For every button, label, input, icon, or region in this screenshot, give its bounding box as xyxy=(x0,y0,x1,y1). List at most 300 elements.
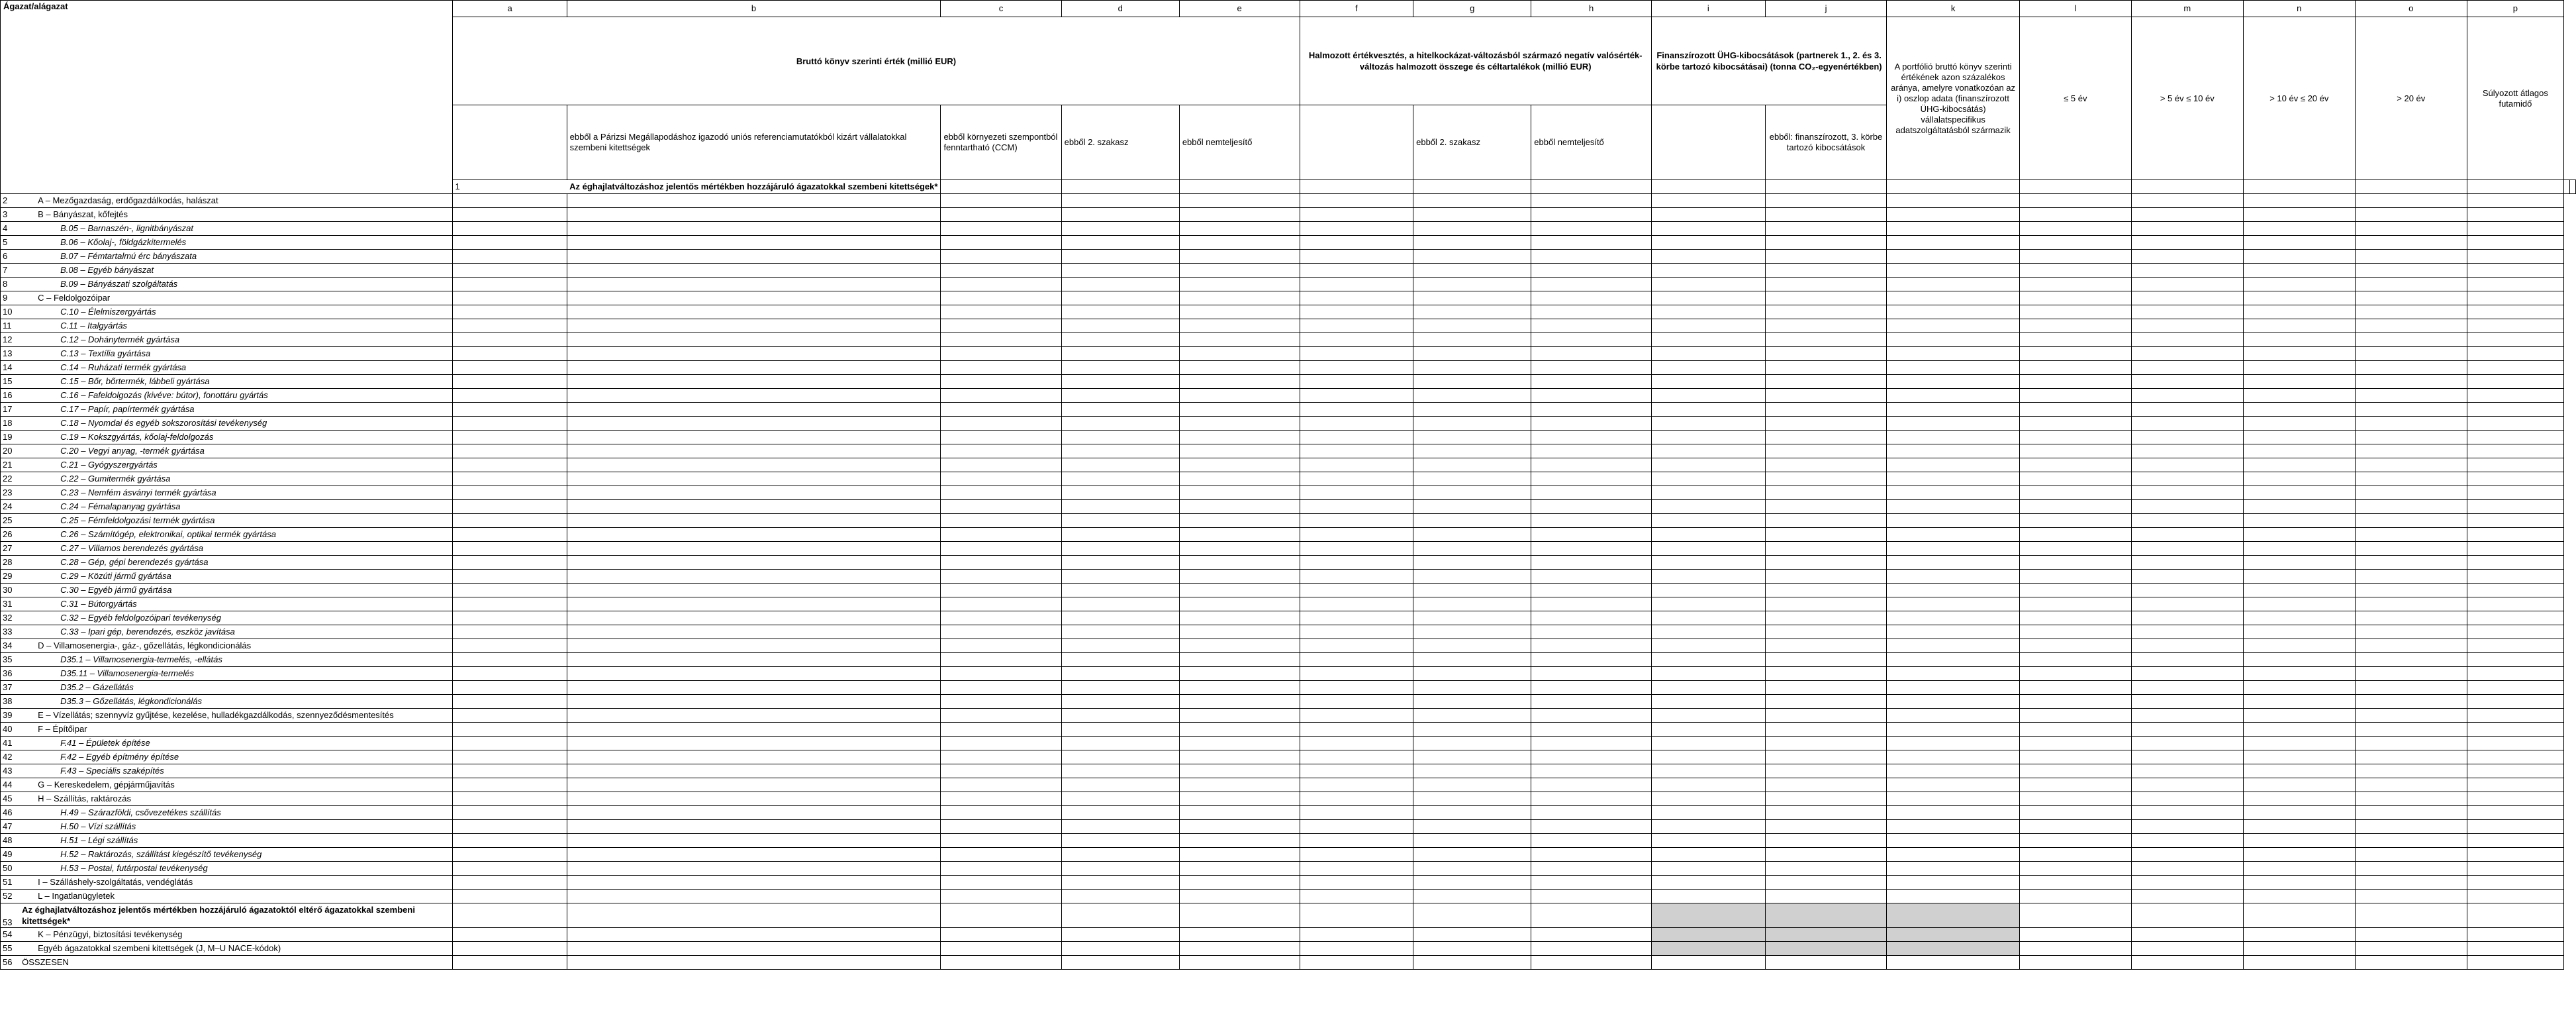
data-cell-c[interactable] xyxy=(941,862,1061,876)
data-cell-n[interactable] xyxy=(2243,709,2355,723)
data-cell-f[interactable] xyxy=(1300,639,1413,653)
data-cell-m[interactable] xyxy=(2131,942,2243,956)
data-cell-f[interactable] xyxy=(1300,291,1413,305)
data-cell-g[interactable] xyxy=(1413,792,1531,806)
data-cell-a[interactable] xyxy=(941,180,1061,194)
data-cell-g[interactable] xyxy=(1413,625,1531,639)
data-cell-g[interactable] xyxy=(1413,667,1531,681)
data-cell-l[interactable] xyxy=(2019,361,2131,375)
data-cell-g[interactable] xyxy=(1651,180,1765,194)
data-cell-i[interactable] xyxy=(1651,403,1765,417)
data-cell-p[interactable] xyxy=(2467,750,2563,764)
data-cell-e[interactable] xyxy=(1179,862,1300,876)
data-cell-c[interactable] xyxy=(941,778,1061,792)
data-cell-f[interactable] xyxy=(1300,806,1413,820)
data-cell-f[interactable] xyxy=(1300,278,1413,291)
data-cell-h[interactable] xyxy=(1531,820,1652,834)
data-cell-c[interactable] xyxy=(941,250,1061,264)
data-cell-o[interactable] xyxy=(2355,625,2467,639)
data-cell-a[interactable] xyxy=(453,431,567,444)
data-cell-c[interactable] xyxy=(941,848,1061,862)
data-cell-l[interactable] xyxy=(2019,305,2131,319)
data-cell-b[interactable] xyxy=(567,514,941,528)
data-cell-f[interactable] xyxy=(1300,389,1413,403)
data-cell-j[interactable] xyxy=(1765,890,1887,903)
data-cell-g[interactable] xyxy=(1413,681,1531,695)
data-cell-g[interactable] xyxy=(1413,750,1531,764)
data-cell-g[interactable] xyxy=(1413,319,1531,333)
data-cell-p[interactable] xyxy=(2467,222,2563,236)
data-cell-l[interactable] xyxy=(2019,876,2131,890)
data-cell-c[interactable] xyxy=(941,556,1061,570)
data-cell-j[interactable] xyxy=(1765,431,1887,444)
data-cell-f[interactable] xyxy=(1300,597,1413,611)
data-cell-p[interactable] xyxy=(2467,236,2563,250)
data-cell-f[interactable] xyxy=(1300,486,1413,500)
data-cell-g[interactable] xyxy=(1413,431,1531,444)
data-cell-b[interactable] xyxy=(567,764,941,778)
data-cell-m[interactable] xyxy=(2131,611,2243,625)
data-cell-g[interactable] xyxy=(1413,820,1531,834)
data-cell-b[interactable] xyxy=(567,194,941,208)
data-cell-h[interactable] xyxy=(1531,653,1652,667)
data-cell-p[interactable] xyxy=(2467,806,2563,820)
data-cell-o[interactable] xyxy=(2355,222,2467,236)
data-cell-o[interactable] xyxy=(2355,264,2467,278)
data-cell-f[interactable] xyxy=(1300,942,1413,956)
data-cell-o[interactable] xyxy=(2355,333,2467,347)
data-cell-f[interactable] xyxy=(1300,890,1413,903)
data-cell-m[interactable] xyxy=(2131,500,2243,514)
data-cell-c[interactable] xyxy=(941,876,1061,890)
data-cell-l[interactable] xyxy=(2019,431,2131,444)
data-cell-g[interactable] xyxy=(1413,653,1531,667)
data-cell-l[interactable] xyxy=(2019,375,2131,389)
data-cell-l[interactable] xyxy=(2019,956,2131,970)
data-cell-b[interactable] xyxy=(567,681,941,695)
data-cell-j[interactable] xyxy=(1765,236,1887,250)
data-cell-b[interactable] xyxy=(567,208,941,222)
data-cell-g[interactable] xyxy=(1413,389,1531,403)
data-cell-d[interactable] xyxy=(1061,417,1179,431)
data-cell-h[interactable] xyxy=(1531,611,1652,625)
data-cell-g[interactable] xyxy=(1413,956,1531,970)
data-cell-l[interactable] xyxy=(2019,750,2131,764)
data-cell-f[interactable] xyxy=(1300,514,1413,528)
data-cell-a[interactable] xyxy=(453,291,567,305)
data-cell-h[interactable] xyxy=(1531,347,1652,361)
data-cell-a[interactable] xyxy=(453,500,567,514)
data-cell-g[interactable] xyxy=(1413,876,1531,890)
data-cell-d[interactable] xyxy=(1061,903,1179,928)
data-cell-c[interactable] xyxy=(941,611,1061,625)
data-cell-e[interactable] xyxy=(1179,472,1300,486)
data-cell-h[interactable] xyxy=(1531,458,1652,472)
data-cell-j[interactable] xyxy=(1765,792,1887,806)
data-cell-h[interactable] xyxy=(1531,278,1652,291)
data-cell-l[interactable] xyxy=(2019,903,2131,928)
data-cell-n[interactable] xyxy=(2243,542,2355,556)
data-cell-n[interactable] xyxy=(2243,431,2355,444)
data-cell-n[interactable] xyxy=(2243,848,2355,862)
data-cell-p[interactable] xyxy=(2467,556,2563,570)
data-cell-m[interactable] xyxy=(2131,792,2243,806)
data-cell-j[interactable] xyxy=(1765,458,1887,472)
data-cell-a[interactable] xyxy=(453,194,567,208)
data-cell-b[interactable] xyxy=(1061,180,1179,194)
data-cell-f[interactable] xyxy=(1300,236,1413,250)
data-cell-j[interactable] xyxy=(1765,597,1887,611)
data-cell-j[interactable] xyxy=(1765,444,1887,458)
data-cell-p[interactable] xyxy=(2467,347,2563,361)
data-cell-g[interactable] xyxy=(1413,333,1531,347)
data-cell-k[interactable] xyxy=(1887,194,2020,208)
data-cell-i[interactable] xyxy=(1887,180,2020,194)
data-cell-d[interactable] xyxy=(1061,403,1179,417)
data-cell-m[interactable] xyxy=(2131,597,2243,611)
data-cell-p[interactable] xyxy=(2467,278,2563,291)
data-cell-a[interactable] xyxy=(453,611,567,625)
data-cell-n[interactable] xyxy=(2243,667,2355,681)
data-cell-a[interactable] xyxy=(453,820,567,834)
data-cell-h[interactable] xyxy=(1531,792,1652,806)
data-cell-e[interactable] xyxy=(1179,514,1300,528)
data-cell-i[interactable] xyxy=(1651,305,1765,319)
data-cell-m[interactable] xyxy=(2355,180,2467,194)
data-cell-c[interactable] xyxy=(941,834,1061,848)
data-cell-k[interactable] xyxy=(1887,737,2020,750)
data-cell-c[interactable] xyxy=(941,222,1061,236)
data-cell-m[interactable] xyxy=(2131,750,2243,764)
data-cell-a[interactable] xyxy=(453,709,567,723)
data-cell-n[interactable] xyxy=(2243,611,2355,625)
data-cell-l[interactable] xyxy=(2019,709,2131,723)
data-cell-f[interactable] xyxy=(1300,903,1413,928)
data-cell-b[interactable] xyxy=(567,472,941,486)
data-cell-f[interactable] xyxy=(1300,653,1413,667)
data-cell-p[interactable] xyxy=(2467,417,2563,431)
data-cell-j[interactable] xyxy=(1765,695,1887,709)
data-cell-h[interactable] xyxy=(1531,500,1652,514)
data-cell-d[interactable] xyxy=(1061,472,1179,486)
data-cell-l[interactable] xyxy=(2019,820,2131,834)
data-cell-e[interactable] xyxy=(1179,417,1300,431)
data-cell-o[interactable] xyxy=(2355,361,2467,375)
data-cell-l[interactable] xyxy=(2019,458,2131,472)
data-cell-a[interactable] xyxy=(453,903,567,928)
data-cell-a[interactable] xyxy=(453,876,567,890)
data-cell-b[interactable] xyxy=(567,695,941,709)
data-cell-a[interactable] xyxy=(453,250,567,264)
data-cell-l[interactable] xyxy=(2019,250,2131,264)
data-cell-e[interactable] xyxy=(1179,806,1300,820)
data-cell-b[interactable] xyxy=(567,278,941,291)
data-cell-j[interactable] xyxy=(1765,472,1887,486)
data-cell-e[interactable] xyxy=(1179,764,1300,778)
data-cell-k[interactable] xyxy=(1887,361,2020,375)
data-cell-m[interactable] xyxy=(2131,305,2243,319)
data-cell-f[interactable] xyxy=(1300,208,1413,222)
data-cell-m[interactable] xyxy=(2131,778,2243,792)
data-cell-j[interactable] xyxy=(1765,542,1887,556)
data-cell-g[interactable] xyxy=(1413,639,1531,653)
data-cell-n[interactable] xyxy=(2243,236,2355,250)
data-cell-h[interactable] xyxy=(1531,597,1652,611)
data-cell-e[interactable] xyxy=(1179,542,1300,556)
data-cell-k[interactable] xyxy=(1887,431,2020,444)
data-cell-i[interactable] xyxy=(1651,862,1765,876)
data-cell-e[interactable] xyxy=(1179,375,1300,389)
data-cell-k[interactable] xyxy=(1887,347,2020,361)
data-cell-o[interactable] xyxy=(2355,444,2467,458)
data-cell-g[interactable] xyxy=(1413,611,1531,625)
data-cell-i[interactable] xyxy=(1651,375,1765,389)
data-cell-e[interactable] xyxy=(1179,431,1300,444)
data-cell-e[interactable] xyxy=(1179,928,1300,942)
data-cell-k[interactable] xyxy=(1887,444,2020,458)
data-cell-i[interactable] xyxy=(1651,625,1765,639)
data-cell-j[interactable] xyxy=(1765,347,1887,361)
data-cell-b[interactable] xyxy=(567,639,941,653)
data-cell-k[interactable] xyxy=(1887,319,2020,333)
data-cell-f[interactable] xyxy=(1300,319,1413,333)
data-cell-k[interactable] xyxy=(1887,653,2020,667)
data-cell-d[interactable] xyxy=(1061,848,1179,862)
data-cell-l[interactable] xyxy=(2019,528,2131,542)
data-cell-j[interactable] xyxy=(1765,942,1887,956)
data-cell-j[interactable] xyxy=(1765,709,1887,723)
data-cell-h[interactable] xyxy=(1531,319,1652,333)
data-cell-k[interactable] xyxy=(1887,570,2020,584)
data-cell-a[interactable] xyxy=(453,472,567,486)
data-cell-l[interactable] xyxy=(2019,333,2131,347)
data-cell-i[interactable] xyxy=(1651,528,1765,542)
data-cell-c[interactable] xyxy=(941,431,1061,444)
data-cell-k[interactable] xyxy=(1887,667,2020,681)
data-cell-c[interactable] xyxy=(941,695,1061,709)
data-cell-h[interactable] xyxy=(1531,834,1652,848)
data-cell-p[interactable] xyxy=(2467,928,2563,942)
data-cell-b[interactable] xyxy=(567,375,941,389)
data-cell-a[interactable] xyxy=(453,570,567,584)
data-cell-p[interactable] xyxy=(2467,862,2563,876)
data-cell-l[interactable] xyxy=(2019,486,2131,500)
data-cell-n[interactable] xyxy=(2243,956,2355,970)
data-cell-l[interactable] xyxy=(2019,389,2131,403)
data-cell-j[interactable] xyxy=(1765,291,1887,305)
data-cell-e[interactable] xyxy=(1179,956,1300,970)
data-cell-l[interactable] xyxy=(2019,778,2131,792)
data-cell-k[interactable] xyxy=(1887,472,2020,486)
data-cell-m[interactable] xyxy=(2131,472,2243,486)
data-cell-b[interactable] xyxy=(567,347,941,361)
data-cell-f[interactable] xyxy=(1531,180,1652,194)
data-cell-m[interactable] xyxy=(2131,361,2243,375)
data-cell-j[interactable] xyxy=(1765,778,1887,792)
data-cell-b[interactable] xyxy=(567,250,941,264)
data-cell-g[interactable] xyxy=(1413,723,1531,737)
data-cell-d[interactable] xyxy=(1061,444,1179,458)
data-cell-e[interactable] xyxy=(1179,528,1300,542)
data-cell-m[interactable] xyxy=(2131,625,2243,639)
data-cell-n[interactable] xyxy=(2467,180,2563,194)
data-cell-b[interactable] xyxy=(567,305,941,319)
data-cell-o[interactable] xyxy=(2355,695,2467,709)
data-cell-c[interactable] xyxy=(941,458,1061,472)
data-cell-e[interactable] xyxy=(1179,347,1300,361)
data-cell-h[interactable] xyxy=(1531,472,1652,486)
data-cell-o[interactable] xyxy=(2355,653,2467,667)
data-cell-l[interactable] xyxy=(2019,806,2131,820)
data-cell-a[interactable] xyxy=(453,862,567,876)
data-cell-k[interactable] xyxy=(1887,291,2020,305)
data-cell-m[interactable] xyxy=(2131,319,2243,333)
data-cell-h[interactable] xyxy=(1531,486,1652,500)
data-cell-b[interactable] xyxy=(567,444,941,458)
data-cell-i[interactable] xyxy=(1651,514,1765,528)
data-cell-h[interactable] xyxy=(1531,333,1652,347)
data-cell-a[interactable] xyxy=(453,764,567,778)
data-cell-e[interactable] xyxy=(1179,876,1300,890)
data-cell-p[interactable] xyxy=(2467,942,2563,956)
data-cell-b[interactable] xyxy=(567,500,941,514)
data-cell-g[interactable] xyxy=(1413,361,1531,375)
data-cell-n[interactable] xyxy=(2243,305,2355,319)
data-cell-m[interactable] xyxy=(2131,431,2243,444)
data-cell-g[interactable] xyxy=(1413,250,1531,264)
data-cell-k[interactable] xyxy=(1887,264,2020,278)
data-cell-b[interactable] xyxy=(567,956,941,970)
data-cell-p[interactable] xyxy=(2467,291,2563,305)
data-cell-j[interactable] xyxy=(1765,611,1887,625)
data-cell-h[interactable] xyxy=(1531,556,1652,570)
data-cell-i[interactable] xyxy=(1651,236,1765,250)
data-cell-e[interactable] xyxy=(1179,681,1300,695)
data-cell-d[interactable] xyxy=(1061,222,1179,236)
data-cell-e[interactable] xyxy=(1179,584,1300,597)
data-cell-g[interactable] xyxy=(1413,778,1531,792)
data-cell-k[interactable] xyxy=(1887,792,2020,806)
data-cell-i[interactable] xyxy=(1651,890,1765,903)
data-cell-o[interactable] xyxy=(2355,681,2467,695)
data-cell-p[interactable] xyxy=(2467,250,2563,264)
data-cell-b[interactable] xyxy=(567,750,941,764)
data-cell-h[interactable] xyxy=(1765,180,1887,194)
data-cell-b[interactable] xyxy=(567,333,941,347)
data-cell-n[interactable] xyxy=(2243,942,2355,956)
data-cell-a[interactable] xyxy=(453,806,567,820)
data-cell-m[interactable] xyxy=(2131,514,2243,528)
data-cell-f[interactable] xyxy=(1300,431,1413,444)
data-cell-h[interactable] xyxy=(1531,444,1652,458)
data-cell-m[interactable] xyxy=(2131,639,2243,653)
data-cell-j[interactable] xyxy=(1765,333,1887,347)
data-cell-f[interactable] xyxy=(1300,264,1413,278)
data-cell-c[interactable] xyxy=(941,584,1061,597)
data-cell-i[interactable] xyxy=(1651,709,1765,723)
data-cell-i[interactable] xyxy=(1651,291,1765,305)
data-cell-a[interactable] xyxy=(453,597,567,611)
data-cell-d[interactable] xyxy=(1061,375,1179,389)
data-cell-i[interactable] xyxy=(1651,956,1765,970)
data-cell-g[interactable] xyxy=(1413,570,1531,584)
data-cell-o[interactable] xyxy=(2355,417,2467,431)
data-cell-d[interactable] xyxy=(1061,458,1179,472)
data-cell-n[interactable] xyxy=(2243,194,2355,208)
data-cell-j[interactable] xyxy=(1765,556,1887,570)
data-cell-k[interactable] xyxy=(1887,942,2020,956)
data-cell-e[interactable] xyxy=(1179,250,1300,264)
data-cell-m[interactable] xyxy=(2131,486,2243,500)
data-cell-l[interactable] xyxy=(2019,928,2131,942)
data-cell-c[interactable] xyxy=(941,956,1061,970)
data-cell-l[interactable] xyxy=(2019,611,2131,625)
data-cell-h[interactable] xyxy=(1531,584,1652,597)
data-cell-l[interactable] xyxy=(2243,180,2355,194)
data-cell-j[interactable] xyxy=(1765,389,1887,403)
data-cell-h[interactable] xyxy=(1531,876,1652,890)
data-cell-l[interactable] xyxy=(2019,737,2131,750)
data-cell-k[interactable] xyxy=(1887,278,2020,291)
data-cell-p[interactable] xyxy=(2467,778,2563,792)
data-cell-l[interactable] xyxy=(2019,291,2131,305)
data-cell-g[interactable] xyxy=(1413,291,1531,305)
data-cell-a[interactable] xyxy=(453,333,567,347)
data-cell-k[interactable] xyxy=(1887,890,2020,903)
data-cell-n[interactable] xyxy=(2243,514,2355,528)
data-cell-j[interactable] xyxy=(1765,876,1887,890)
data-cell-p[interactable] xyxy=(2467,500,2563,514)
data-cell-k[interactable] xyxy=(1887,848,2020,862)
data-cell-n[interactable] xyxy=(2243,570,2355,584)
data-cell-j[interactable] xyxy=(1765,208,1887,222)
data-cell-l[interactable] xyxy=(2019,347,2131,361)
data-cell-h[interactable] xyxy=(1531,305,1652,319)
data-cell-g[interactable] xyxy=(1413,903,1531,928)
data-cell-i[interactable] xyxy=(1651,347,1765,361)
data-cell-p[interactable] xyxy=(2467,903,2563,928)
data-cell-h[interactable] xyxy=(1531,928,1652,942)
data-cell-a[interactable] xyxy=(453,222,567,236)
data-cell-o[interactable] xyxy=(2355,542,2467,556)
data-cell-c[interactable] xyxy=(941,278,1061,291)
data-cell-l[interactable] xyxy=(2019,319,2131,333)
data-cell-h[interactable] xyxy=(1531,375,1652,389)
data-cell-d[interactable] xyxy=(1061,319,1179,333)
data-cell-b[interactable] xyxy=(567,928,941,942)
data-cell-n[interactable] xyxy=(2243,250,2355,264)
data-cell-h[interactable] xyxy=(1531,222,1652,236)
data-cell-f[interactable] xyxy=(1300,584,1413,597)
data-cell-n[interactable] xyxy=(2243,792,2355,806)
data-cell-k[interactable] xyxy=(1887,928,2020,942)
data-cell-b[interactable] xyxy=(567,820,941,834)
data-cell-g[interactable] xyxy=(1413,305,1531,319)
data-cell-m[interactable] xyxy=(2131,820,2243,834)
data-cell-d[interactable] xyxy=(1061,834,1179,848)
data-cell-a[interactable] xyxy=(453,278,567,291)
data-cell-p[interactable] xyxy=(2467,834,2563,848)
data-cell-i[interactable] xyxy=(1651,486,1765,500)
data-cell-j[interactable] xyxy=(1765,305,1887,319)
data-cell-g[interactable] xyxy=(1413,834,1531,848)
data-cell-b[interactable] xyxy=(567,361,941,375)
data-cell-c[interactable] xyxy=(941,653,1061,667)
data-cell-e[interactable] xyxy=(1179,597,1300,611)
data-cell-n[interactable] xyxy=(2243,458,2355,472)
data-cell-j[interactable] xyxy=(1765,723,1887,737)
data-cell-f[interactable] xyxy=(1300,417,1413,431)
